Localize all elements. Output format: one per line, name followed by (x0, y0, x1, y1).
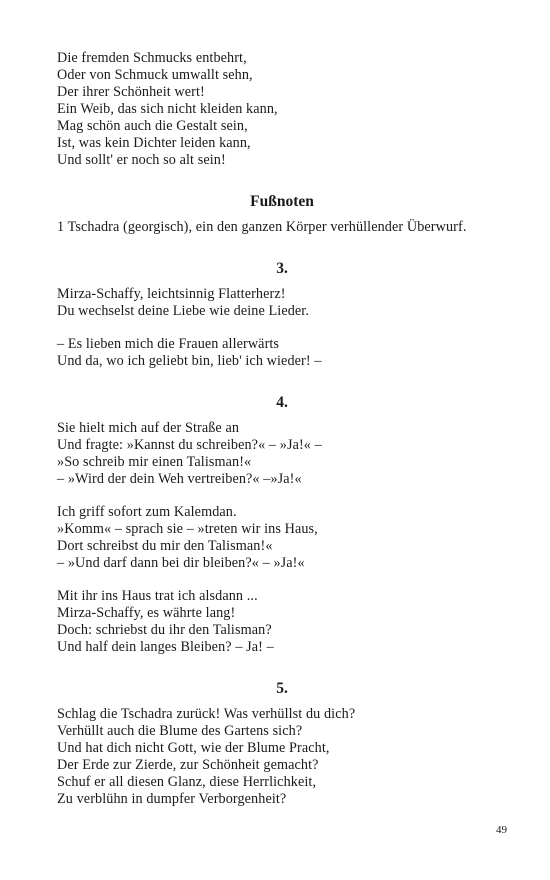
verse-line: Mit ihr ins Haus trat ich alsdann ... (57, 588, 258, 604)
verse-line: Doch: schriebst du ihr den Talisman? (57, 622, 272, 638)
poem-4-stanza (57, 504, 507, 572)
verse-line: Mirza-Schaffy, es währte lang! (57, 605, 236, 621)
verse-line: »Komm« – sprach sie – »treten wir ins Haus, (57, 521, 318, 537)
poem-3-stanza (57, 286, 507, 320)
verse-line: Zu verblühn in dumpfer Verborgenheit? (57, 791, 287, 807)
footnote-text: 1 Tschadra (georgisch), ein den ganzen Körper verhüllender Überwurf. (57, 219, 467, 235)
verse-line: Verhüllt auch die Blume des Gartens sich? (57, 723, 303, 739)
verse-line: – »Wird der dein Weh vertreiben?« –»Ja!« (57, 471, 302, 487)
verse-line: Und fragte: »Kannst du schreiben?« – »Ja!« – (57, 437, 322, 453)
poem-4-stanza (57, 588, 507, 656)
poem-4-stanza (57, 420, 507, 488)
verse-line: Und half dein langes Bleiben? – Ja! – (57, 639, 274, 655)
poem-3-heading: 3. (276, 260, 288, 277)
poem-4-heading: 4. (276, 394, 288, 411)
verse-line: Und sollt' er noch so alt sein! (57, 152, 226, 168)
book-page (57, 50, 507, 808)
verse-line: – Es lieben mich die Frauen allerwärts (57, 336, 280, 352)
poem-3-stanza (57, 336, 507, 370)
verse-line: Und hat dich nicht Gott, wie der Blume Pracht, (57, 740, 330, 756)
verse-line: Die fremden Schmucks entbehrt, (57, 50, 247, 66)
verse-line: »So schreib mir einen Talisman!« (57, 454, 252, 470)
verse-line: Ein Weib, das sich nicht kleiden kann, (57, 101, 278, 117)
verse-line: Mag schön auch die Gestalt sein, (57, 118, 248, 134)
verse-line: Du wechselst deine Liebe wie deine Lieder. (57, 303, 309, 319)
verse-line: Oder von Schmuck umwallt sehn, (57, 67, 253, 83)
page-number: 49 (496, 824, 507, 836)
poem-5-heading: 5. (276, 680, 288, 697)
verse-line: – »Und darf dann bei dir bleiben?« – »Ja!« (57, 555, 305, 571)
verse-line: Dort schreibst du mir den Talisman!« (57, 538, 273, 554)
verse-line: Der ihrer Schönheit wert! (57, 84, 205, 100)
intro-stanza (57, 50, 507, 169)
footnotes-heading: Fußnoten (250, 193, 314, 210)
verse-line: Ich griff sofort zum Kalemdan. (57, 504, 237, 520)
poem-5-stanza (57, 706, 507, 808)
verse-line: Und da, wo ich geliebt bin, lieb' ich wieder! – (57, 353, 322, 369)
verse-line: Der Erde zur Zierde, zur Schönheit gemacht? (57, 757, 319, 773)
verse-line: Schuf er all diesen Glanz, diese Herrlichkeit, (57, 774, 317, 790)
verse-line: Schlag die Tschadra zurück! Was verhüllst du dich? (57, 706, 356, 722)
verse-line: Ist, was kein Dichter leiden kann, (57, 135, 251, 151)
verse-line: Sie hielt mich auf der Straße an (57, 420, 240, 436)
verse-line: Mirza-Schaffy, leichtsinnig Flatterherz! (57, 286, 286, 302)
